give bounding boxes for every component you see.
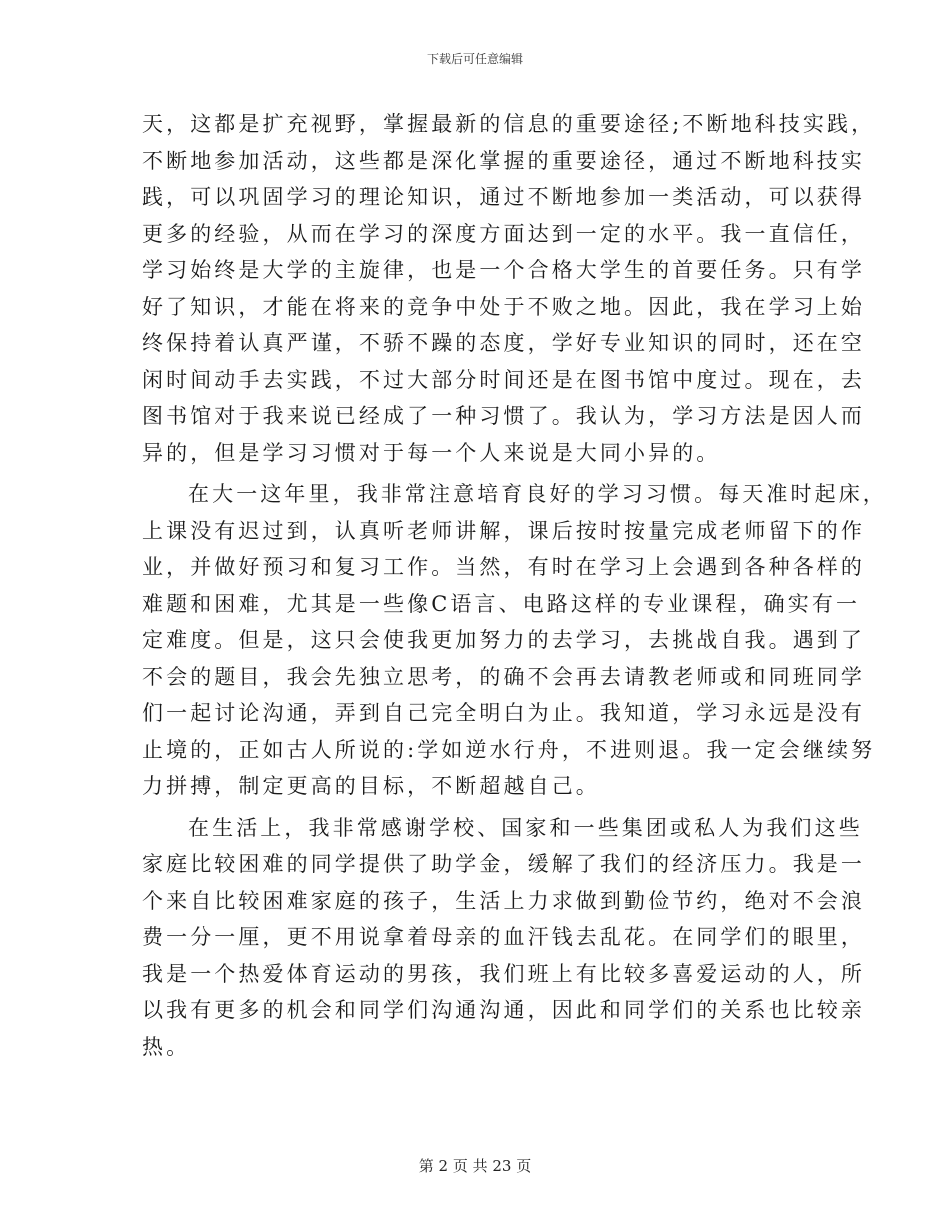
- text-line: 闲时间动手去实践，不过大部分时间还是在图书馆中度过。现在，去: [142, 367, 865, 392]
- text-line: 以我有更多的机会和同学们沟通沟通，因此和同学们的关系也比较亲: [142, 998, 865, 1022]
- text-line: 不断地参加活动，这些都是深化掌握的重要途径，通过不断地科技实: [142, 148, 865, 173]
- text-line: 在生活上，我非常感谢学校、国家和一些集团或私人为我们这些: [188, 815, 863, 840]
- text-line: 们一起讨论沟通，弄到自己完全明白为止。我知道，学习永远是没有: [142, 701, 865, 725]
- paragraph: [142, 810, 865, 1066]
- page-number: 第 2 页 共 23 页: [418, 1157, 532, 1175]
- text-line: 我是一个热爱体育运动的男孩，我们班上有比较多喜爱运动的人，所: [142, 961, 865, 986]
- text-line: 难题和困难，尤其是一些像C语言、电路这样的专业课程，确实有一: [142, 591, 861, 616]
- paragraph: [142, 106, 876, 471]
- text-line: 更多的经验，从而在学习的深度方面达到一定的水平。我一直信任，: [142, 221, 865, 246]
- text-line: 终保持着认真严谨，不骄不躁的态度，学好专业知识的同时，还在空: [142, 331, 865, 355]
- text-line: 天，这都是扩充视野，掌握最新的信息的重要途径;不断地科技实践，: [142, 112, 876, 136]
- text-line: 止境的，正如古人所说的:学如逆水行舟，不进则退。我一定会继续努: [142, 737, 876, 762]
- document-body: [142, 106, 887, 1065]
- page-header: 下载后可任意编辑: [426, 52, 523, 66]
- text-line: 图书馆对于我来说已经成了一种习惯了。我认为，学习方法是因人而: [142, 404, 865, 428]
- text-line: 在大一这年里，我非常注意培育良好的学习习惯。每天准时起床，: [188, 482, 887, 506]
- text-line: 个来自比较困难家庭的孩子，生活上力求做到勤俭节约，绝对不会浪: [142, 888, 865, 913]
- paragraph: [142, 476, 887, 805]
- text-line: 异的，但是学习习惯对于每一个人来说是大同小异的。: [142, 440, 721, 465]
- text-line: 不会的题目，我会先独立思考，的确不会再去请教老师或和同班同学: [142, 664, 865, 689]
- text-line: 热。: [142, 1034, 191, 1059]
- text-line: 定难度。但是，这只会使我更加努力的去学习，去挑战自我。遇到了: [142, 628, 865, 652]
- text-line: 学习始终是大学的主旋律，也是一个合格大学生的首要任务。只有学: [142, 258, 865, 282]
- text-line: 费一分一厘，更不用说拿着母亲的血汗钱去乱花。在同学们的眼里，: [142, 925, 865, 949]
- text-line: 力拼搏，制定更高的目标，不断超越自己。: [142, 774, 600, 798]
- text-line: 好了知识，才能在将来的竞争中处于不败之地。因此，我在学习上始: [142, 294, 865, 319]
- text-line: 践，可以巩固学习的理论知识，通过不断地参加一类活动，可以获得: [142, 185, 865, 209]
- text-line: 业，并做好预习和复习工作。当然，有时在学习上会遇到各种各样的: [142, 555, 865, 579]
- text-line: 家庭比较困难的同学提供了助学金，缓解了我们的经济压力。我是一: [142, 852, 865, 876]
- text-line: 上课没有迟过到，认真听老师讲解，课后按时按量完成老师留下的作: [142, 518, 865, 543]
